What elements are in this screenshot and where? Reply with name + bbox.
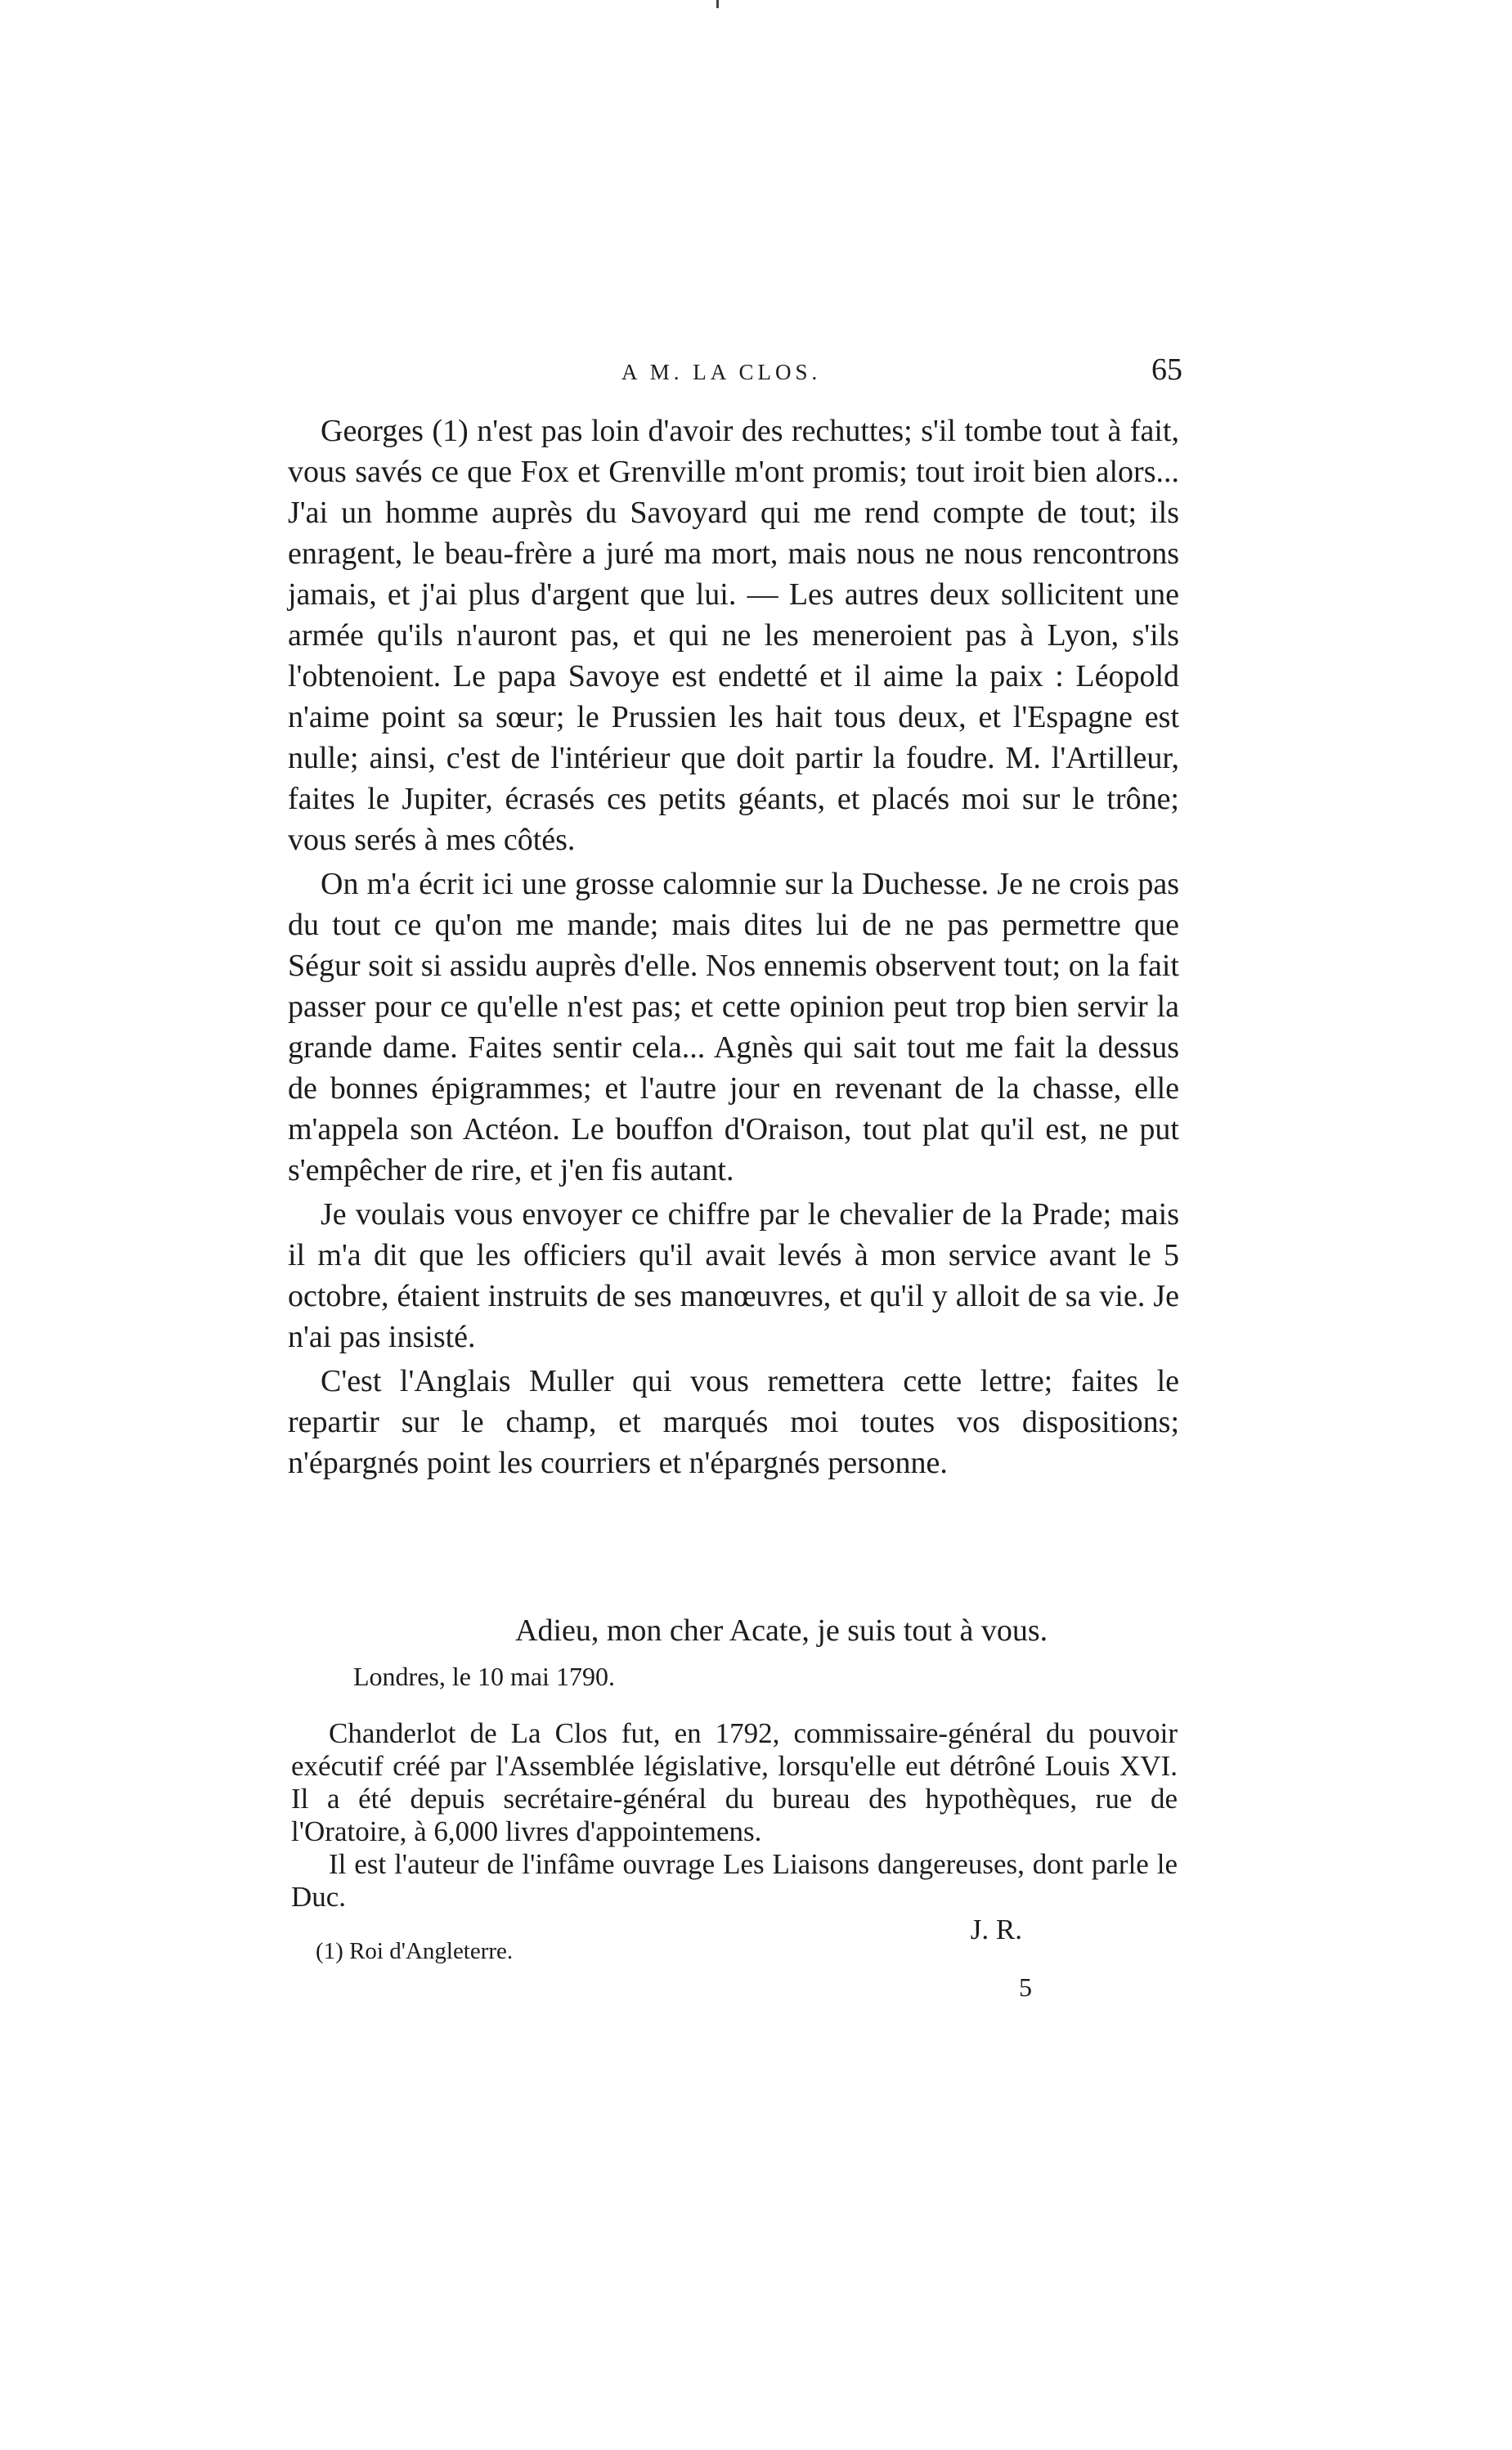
letter-paragraph: Georges (1) n'est pas loin d'avoir des rechuttes; s'il tombe tout à fait, vous savés ce que Fox et Grenville m'ont promis; tout iroit bien alors... J'ai un homme auprès du Savoyard qui me rend compte de tout; ils enragent, le beau-frère a juré ma mort, mais nous ne nous rencontrons jamais, et j'ai plus d'argent que lui. — Les autres deux sollicitent une armée qu'ils n'auront pas, et qui ne les meneroient pas à Lyon, s'ils l'obtenoient. Le papa Savoye est endetté et il aime la paix : Léopold n'aime point sa sœur; le Prussien les hait tous deux, et l'Espagne est nulle; ainsi, c'est de l'intérieur que doit partir la foudre. M. l'Artilleur, faites le Jupiter, écrasés ces petits géants, et placés moi sur le trône; vous serés à mes côtés. <box>288 414 1179 857</box>
letter-paragraph: On m'a écrit ici une grosse calomnie sur la Duchesse. Je ne crois pas du tout ce qu'on me mande; mais dites lui de ne pas permettre que Ségur soit si assidu auprès d'elle. Nos ennemis observent tout; on la fait passer pour ce qu'elle n'est pas; et cette opinion peut trop bien servir la grande dame. Faites sentir cela... Agnès qui sait tout me fait la dessus de bonnes épigrammes; et l'autre jour en revenant de la chasse, elle m'appela son Actéon. Le bouffon d'Oraison, tout plat qu'il est, ne put s'empêcher de rire, et j'en fis autant. <box>288 867 1179 1187</box>
running-title: A M. LA CLOS. <box>621 360 822 384</box>
editor-note-paragraph: Chanderlot de La Clos fut, en 1792, commissaire-général du pouvoir exécutif créé par l'Assemblée législative, lorsqu'elle eut détrôné Louis XVI. Il a été depuis secrétaire-général du bureau des hypothèques, rue de l'Oratoire, à 6,000 livres d'appointemens. <box>291 1717 1178 1847</box>
footnote: (1) Roi d'Angleterre. <box>316 1938 514 1964</box>
letter-paragraph: Je voulais vous envoyer ce chiffre par le chevalier de la Prade; mais il m'a dit que les officiers qu'il avait levés à mon service avant le 5 octobre, étaient instruits de ses manœuvres, et qu'il y alloit de sa vie. Je n'ai pas insisté. <box>288 1197 1179 1354</box>
page-number: 65 <box>1151 352 1182 387</box>
letter-closing: Adieu, mon cher Acate, je suis tout à vous. <box>515 1613 1048 1648</box>
editor-note-paragraph: Il est l'auteur de l'infâme ouvrage Les Liaisons dangereuses, dont parle le Duc. <box>291 1848 1178 1913</box>
editor-signature: J. R. <box>970 1914 1022 1945</box>
editor-note <box>291 1717 1178 1946</box>
letter-body <box>288 411 1179 1483</box>
printer-signature-mark: 5 <box>1019 1972 1032 2002</box>
scan-mark <box>716 0 719 8</box>
letter-paragraph: C'est l'Anglais Muller qui vous remettera cette lettre; faites le repartir sur le champ, et marqués moi toutes vos dispositions; n'épargnés point les courriers et n'épargnés personne. <box>288 1364 1179 1480</box>
letter-dateline: Londres, le 10 mai 1790. <box>353 1662 615 1691</box>
